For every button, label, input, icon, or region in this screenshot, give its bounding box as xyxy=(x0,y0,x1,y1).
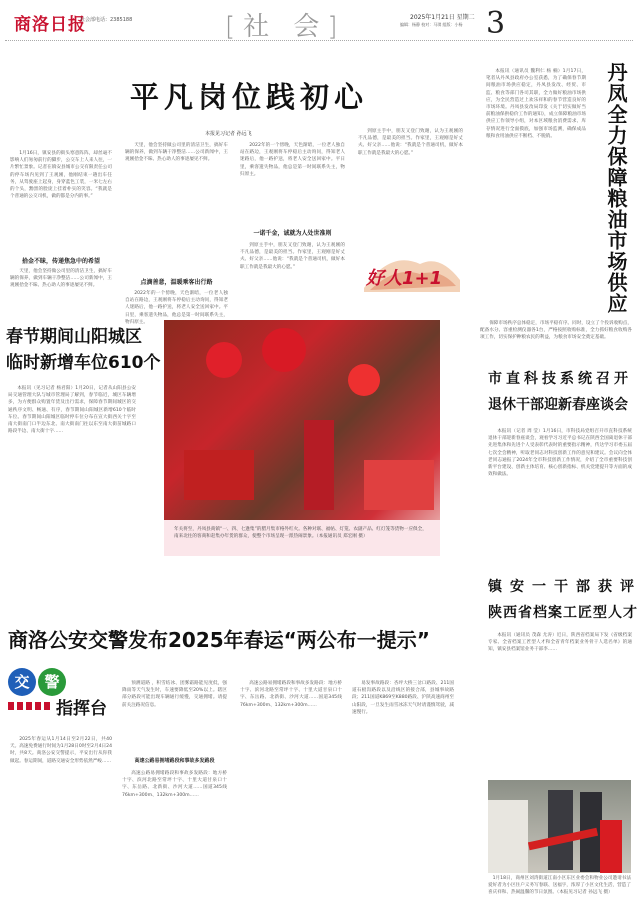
traffic-column-4: 易发事故路段：杏坪大桥三岔口路段、211国道石板沟路段以及沿线区的接合部，县城事故路段；211国道K869至K880路段、沪陕高速商州至山阳段，一旦发生雨雪冰冻天气时请谨慎驾驶，减速慢行。 xyxy=(352,681,454,715)
issue-date: 2025年1月21日 星期二 xyxy=(410,14,475,21)
traffic-column-2b: 高速公路易拥堵路段和事故多发路段：地方桥十字、滨河北路至常坪十字、十里大道甘泉口十字、东岳路、北新街、沙河大道……国道345线76km+300m、132km+300m…… xyxy=(122,771,227,798)
traffic-headline: 商洛公安交警发布2025年春运“两公布一提示” xyxy=(8,628,430,652)
lead-column-1: 1月16日，镇安县的街头寒意阵阵，却丝毫不影响人们匆匆前行的脚步，公交车上人来人往，一片繁忙景象。记者在镇安县城市公交有限责任公司的停车场内见到了王观刚，他刚结束一趟出车任务，从驾驶座上起身，身穿蓝色工装，一米七左右的个头，黝黑的脸庞上挂着朴实的笑容。“我就是个普通的公交司机，做的都是分内的事。” xyxy=(10,151,112,200)
traffic-logo-text: 指挥台 xyxy=(56,699,107,719)
traffic-column-2: 预测道路 ，积雪结冰、团雾霜路能见度低，强降雨等天气发生时，车速要降低至20%以上。辖区部分路段可能出现车辆通行缓慢，交通拥堵。请提前关注路况信息。 xyxy=(122,681,227,708)
lead-column-3: 2022年的一个傍晚，天色渐暗，一位老人独自站在路边，王观刚将车停稳后主动询问，得知老人迷路后，他一路护送，将老人安全送回家中。平日里，乘客遗失物品，他总是第一时间联系失主，物归原主。 xyxy=(240,143,345,177)
danfeng-continued: 保障市场秩序总体稳定，市场平稳有序。同时，设立了个投诉收购点，配备水分、容重检测仪器各1台，严格按照收购标准，全力抓好粮食收购各项工作，切实保护种粮农民的利益，为粮食市场安全奠定基础。 xyxy=(480,321,632,341)
parking-body: 本报讯（见习记者 杨君阳）1月20日，记者从山阳县公安局交通管理大队与城市管理局了解到，春节临近，城区车辆增多，为方便群众购置年货及出行需求，保障春节期间城区的交通秩序文明、畅通、有序，春节期间山阳城区新增610个临时车位。春节期间山阳城区临时停车位分布在宣大街西关十字至南大街南门口半边东北、南大街南门往以东至南大街苗城路口路段半边、南大街十字…… xyxy=(8,386,136,435)
lead-headline: 平凡岗位践初心 xyxy=(130,80,369,114)
good-person-badge-text: 好人1+1 xyxy=(366,268,443,289)
keji-headline xyxy=(488,366,634,418)
market-photo-caption: 年关将至，丹凤县商镇“一、四、七逢集”的腊月集市格外红火。各种对联、福帖、灯笼、农副产品、红灯笼等货物一应俱全，南来北往的客商和赶集办年货的群众，使整个市场呈现一派热闹景象。（本报通讯员 郑宏刚 摄） xyxy=(164,520,440,556)
editor-credits: 编辑：杨静 校对：马琪 组版：小杨 xyxy=(400,22,463,27)
traffic-column-3: 高速公路易拥堵路段和事故多发路段：地方桥十字、滨河北路至常坪十字、十里大道甘泉口十字、东岳路、北新街、沙河大道……国道345线76km+300m、132km+300m…… xyxy=(240,681,342,708)
parking-headline-line2: 临时新增车位610个 xyxy=(6,353,161,373)
lead-column-4: 到原主手中，朋友又登门致谢，认为王观刚的不凡品德，是最美的担当。作家里，王观刚是好丈夫、好父亲……他说：“我就是个普通司机，做好本职工作就是我最大的心愿。” xyxy=(358,129,463,156)
lead-column-2: 天里，他会坚持做公司里的清洁卫生，搞好车辆的保养，做到车辆干净整洁……公司新闻中，王观刚拾金不昧、热心助人的事迹屡见不鲜。 xyxy=(125,143,228,163)
keji-body: 本报讯（记者 周 莹）1月16日，市科技局党组召开市直科技系统退休干部迎新春座谈会，观看学习习近平总书记在陕西全国离退休干部先进集体和先进个人受表彰代表时的重要指示精神，传达学习市委五届七次全会精神，听取老同志对科技创新工作的意见和建议。会议向全体老同志通报了2024年全市科技创新工作情况，介绍了全市重要科技创新平台建设、创新主体培育、核心创新指标、机关党建提升等方面的成效和做法。 xyxy=(488,429,632,478)
keji-headline-line1: 市直科技系统召开 xyxy=(488,371,632,387)
traffic-logo-stripe xyxy=(8,702,52,710)
lead-subhead-3: 一诺千金，诚就为人处世准则 xyxy=(253,230,332,237)
newspaper-logo: 商洛日报 xyxy=(14,15,86,35)
traffic-command-logo xyxy=(8,668,118,728)
couplet-photo-caption: 1月18日，商州区刘湾街道江南小区东区业委会和物业公司邀请书法爱好者为小区住户义务写春联、送福字，浓厚了小区文化生活，营造了喜庆祥和、热闹温馨的节日氛围。（本报见习记者 孙远飞 摄） xyxy=(488,876,631,896)
market-photo xyxy=(164,320,440,520)
keji-headline-line2: 退休干部迎新春座谈会 xyxy=(488,397,628,413)
masthead-divider xyxy=(5,40,633,41)
section-title: [社 会] xyxy=(225,12,346,42)
good-person-badge xyxy=(360,250,464,294)
zhenan-headline-line1: 镇安一干部获评 xyxy=(488,579,642,595)
zhenan-body: 本报讯（通讯员 茂森 尤涛）近日，陕西省档案局下发《省级档案专家、全省档案工匠型人才和全省青年档案业务骨干人选名单》的通知，镇安县档案馆业务干部李…… xyxy=(488,633,632,653)
parking-headline-line1: 春节期间山阳城区 xyxy=(6,327,142,347)
zhenan-headline xyxy=(488,574,642,626)
traffic-logo-char2: 警 xyxy=(38,668,66,696)
lead-column-1b: 天里，他会坚持做公司里的清洁卫生，搞好车辆的保养，做到车辆干净整洁……公司新闻中，王观刚拾金不昧、热心助人的事迹屡见不鲜。 xyxy=(10,269,112,289)
lead-column-2b: 2022年的一个傍晚，天色渐暗，一位老人独自站在路边，王观刚将车停稳后主动询问，得知老人迷路后，他一路护送，将老人安全送回家中。平日里，乘客遗失物品，他总是第一时间联系失主，物归原主。 xyxy=(125,291,228,325)
lead-subhead-1: 拾金不昧，传递焦急中的希望 xyxy=(21,258,100,265)
lead-column-3b: 到原主手中，朋友又登门致谢，认为王观刚的不凡品德，是最美的担当。作家里，王观刚是好丈夫、好父亲……他说：“我就是个普通司机，做好本职工作就是我最大的心愿。” xyxy=(240,243,345,270)
department-phone: 社会部电话：2385188 xyxy=(80,17,133,23)
lead-byline: 本报见习记者 孙远飞 xyxy=(205,131,252,137)
traffic-logo-char1: 交 xyxy=(8,668,36,696)
lead-subhead-2: 点滴善意，温暖乘客出行路 xyxy=(140,279,213,286)
traffic-column-1: 2025年春运从1月14日至2月22日，共40天。高速免费通行时间为1月28日0时至2月4日24时，共8天。商洛公安交警提示，平安出行从你我做起。春运期间，道路交通安全形势依然严峻…… xyxy=(10,737,112,764)
danfeng-headline: 丹凤全力保障粮油市场供应 xyxy=(604,62,628,314)
page-number: 3 xyxy=(486,6,506,41)
traffic-subhead: 高速公路易拥堵路段和事故多发路段 xyxy=(134,758,215,764)
danfeng-body: 本报讯（通讯员 魏利仁 杨 楠）1月17日，笔者从丹凤县政府办公室获悉，为了确保春节期间粮油市场供应稳定，丹凤县发改、经贸、市监、粮食等部门各司其职，全力做好粮油市场供应，为全民营造过上欢乐祥和的春节营造良好的市场环境。丹凤县发改局印发《关于切实做好当前粮油保供稳价工作的通知》，成立保障粮油市场供应工作领导小组，对本区域粮食消费需求、库存情况进行全面摸底，加强市场监测，确保成品粮和食用油供应不断档、不脱销。 xyxy=(486,69,586,139)
parking-headline xyxy=(6,324,161,376)
zhenan-headline-line2: 陕西省档案工匠型人才 xyxy=(488,605,638,621)
couplet-photo xyxy=(488,780,631,873)
